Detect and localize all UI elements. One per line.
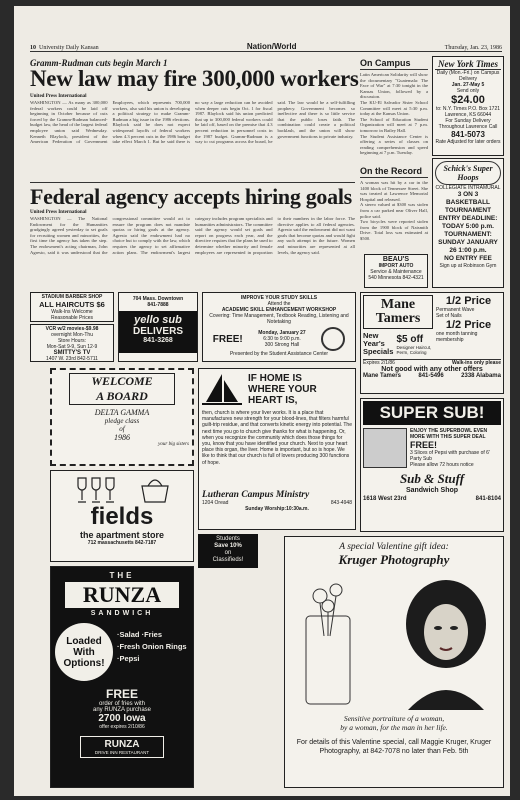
sub-stuff-logo: Sub & Stuff (399, 471, 465, 486)
welcome-title (69, 373, 175, 405)
on-campus-list (360, 72, 428, 164)
schicks-line: NO ENTRY FEE (444, 255, 492, 262)
mane-special-row (363, 332, 433, 356)
mane-offer (396, 334, 433, 355)
roses-icon (298, 576, 358, 706)
nyt-line: Daily (Mon.-Fri.) on Campus Delivery (436, 70, 500, 82)
workshop-seal-icon (321, 327, 345, 351)
schicks-line: ENTRY DEADLINE: TODAY 5:00 p.m. (438, 215, 498, 230)
vcr-line: overnight Mon-Thu (51, 332, 93, 338)
lutheran-headline-line: WHERE YOUR (248, 383, 317, 395)
stadium-line: ALL HAIRCUTS $6 (39, 300, 105, 309)
stadium-line: Reasonable Prices (51, 315, 93, 321)
mane-special: New Year's Specials (363, 331, 394, 356)
super-sub-line: Please allow 72 hours notice (410, 462, 474, 468)
beaus-ad (364, 254, 428, 288)
super-sub-line: 3 Slices of Pepsi with purchase of 6' Party Sub (410, 450, 490, 462)
mane-walkins: Walk-ins only please (452, 360, 501, 366)
super-sub-addr: 1618 West 23rd (363, 496, 407, 502)
super-sub-title: SUPER SUB! (363, 401, 501, 425)
workshop-line: IMPROVE YOUR STUDY SKILLS (240, 295, 318, 301)
story1-headline: New law may fire 300,000 workers (30, 66, 359, 91)
mane-logo: Mane Tamers (363, 295, 433, 329)
yello-line: 841-7888 (147, 302, 169, 308)
mane-tamers-ad (360, 292, 504, 394)
runza-logo (80, 736, 164, 758)
runza-name: RUNZA (65, 582, 179, 608)
runza-burst-line: Options! (63, 657, 105, 669)
story2-byline: United Press International (30, 210, 87, 215)
kruger-line: Sensitive portraiture of a woman, (343, 714, 445, 723)
runza-sandwich: SANDWICH (90, 610, 154, 617)
yello-sub-band (119, 311, 197, 353)
classifieds-line: Students (216, 536, 240, 542)
mane-right (436, 295, 501, 356)
mane-price-desc: one month tanning membership (436, 331, 478, 343)
nyt-ad (432, 56, 504, 156)
runza-option: ·Salad ·Fries (117, 630, 163, 639)
fields-logo: fields (90, 503, 154, 530)
mane-price-desc: Permanent Wave (436, 307, 475, 313)
beaus-line: 540 Minnesota 842-4321 (368, 275, 424, 281)
workshop-line: ACADEMIC SKILL ENHANCEMENT WORKSHOP (221, 307, 337, 313)
lutheran-phone: 843-4948 (330, 500, 352, 506)
vcr-headline: VCR w/2 movies-$9.98 (45, 326, 99, 332)
workshop-line: Attend the (267, 301, 291, 307)
on-record-list (360, 180, 428, 250)
classifieds-line: Save 10% (214, 543, 242, 549)
vcr-line: SMITTY'S TV (53, 350, 91, 356)
stadium-line: Walk-Ins Welcome (51, 309, 93, 315)
mane-addr: 2338 Alabama (461, 373, 501, 379)
sub-stuff-sub: Sandwich Shop (405, 487, 459, 494)
page-number-paper: 10 University Daily Kansan (30, 45, 99, 51)
classifieds-line: Classifieds! (212, 557, 244, 563)
kruger-line: A special Valentine gift idea: (339, 542, 449, 552)
story2-body: WASHINGTON — The National Endowment for the Humanities grudgingly agreed yesterday to set goals for recruiting women and minorities, the first time the agency has taken the step. The endowment's acting chairman, John Agresto, said it was understood that the congressional committee would act to ensure the program does not mandate quotas or hiring goals at the agency. Agresto said the endowment had no choice but to comply with the law, which requires the agency to set affirmative action plans. The endowment's largest category includes program specialists and humanities administrators. The committee said the agency would set goals and report on progress each year, and the directive requires that the plans be used to determine whether minority and female employees are represented in proportion to their numbers in the labor force. The directive applies to all federal agencies. Agresto said the endowment did not want goals that become quotas and would fight any such attempt in the future. Women and minorities are represented at all levels, the agency said. (30, 216, 355, 255)
super-sub-line: ENJOY THE SUPERBOWL EVEN MORE WITH THIS SUPER DEAL (410, 428, 488, 440)
mane-name: Mane Tamers (363, 373, 401, 379)
kruger-name: Kruger Photography (338, 552, 450, 567)
workshop-line: Monday, January 27 (258, 330, 306, 336)
on-campus-item: The Student Assistance Center is offering a series of classes on reading comprehension and speed beginning at 7 p.m. Tuesday. (360, 133, 428, 156)
runza-options (117, 623, 187, 681)
vcr-line: 1407 W. 23rd 842-5711 (46, 356, 98, 362)
mane-contact (363, 373, 501, 379)
lutheran-addr: 1204 Oread (202, 500, 229, 506)
runza-ad (50, 566, 194, 788)
sailboat-icon (202, 372, 242, 406)
workshop-line: Presented by the Student Assistance Center (229, 351, 329, 357)
lutheran-head (202, 372, 352, 406)
on-record-item: Two bicycles were reported stolen from the 1900 block of Naismith Drive. Total loss was estimated at $500. (360, 219, 428, 241)
runza-burst (55, 623, 113, 681)
super-sub-contact (363, 496, 501, 502)
lutheran-headline (248, 373, 317, 406)
mane-price-desc: Set of Nails (436, 313, 462, 319)
on-campus-item: The School of Education Student Organization will meet at 7 p.m. tomorrow in Bailey Hall. (360, 116, 428, 133)
divider (360, 69, 428, 70)
yello-sub-top (119, 293, 197, 311)
welcome-line: DELTA GAMMA (94, 408, 150, 417)
runza-line: order of fries with (98, 701, 146, 707)
runza-option: ·Pepsi (117, 654, 140, 663)
fields-art (54, 474, 190, 504)
stadium-barber-ad (30, 292, 114, 322)
workshop-line: 300 Strong Hall (264, 342, 300, 348)
mane-top-row (363, 295, 501, 356)
sub-sandwich-icon (363, 428, 407, 468)
beaus-name: BEAU'S (382, 256, 410, 263)
nyt-line: Send only (456, 88, 480, 94)
kruger-details: For details of this Valentine special, call Maggie Kruger, Kruger Photography, at 842-7078 no later than Feb. 5th (296, 739, 492, 755)
kruger-photo-ad (284, 536, 504, 788)
schicks-line: COLLEGIATE INTRAMURAL (435, 185, 501, 191)
mane-offer-desc: Designer Haircut, Perm, Coloring (396, 344, 432, 355)
super-sub-mid (363, 428, 501, 468)
fields-tagline: the apartment store (79, 530, 165, 540)
workshop-line: 6:30 to 9:00 p.m. (263, 336, 301, 342)
beaus-line: Service & Maintenance (370, 269, 422, 275)
workshop-row (205, 327, 353, 351)
lutheran-name: Lutheran Campus Ministry (202, 490, 310, 500)
welcome-line: A BOARD (96, 389, 148, 403)
mane-half-price: 1/2 Price (445, 295, 492, 307)
divider (360, 177, 428, 178)
mane-left (363, 295, 433, 356)
issue-date: Thursday, Jan. 23, 1986 (444, 45, 502, 51)
beaus-line: IMPORT AUTO (378, 263, 414, 269)
schicks-line: TOURNAMENT: SUNDAY JANUARY 26 1:00 p.m. (438, 231, 498, 254)
schicks-line: Sign up at Robinson Gym (439, 263, 497, 269)
lutheran-text: then, church is where your liver works. It is a place that manufactures new strength for your blood-lines, that filters harmful guilt-trip residue, and that converts kinetic energy into potential. The next time you go to church give thanks for what is happening. Or, when you recognize the community which does those things for you, know that you have identified your church. Next to your heart place this organ, the liver. Home is important, but so is hope. We like to think that our church is full of lovers producing 300 functions of hope. (202, 410, 352, 466)
mane-half-price: 1/2 Price (445, 319, 492, 331)
nyt-line: For Sunday Delivery Throughout Lawrence Call (438, 118, 498, 130)
nyt-line: to: N.Y. Times P.O. Box 1721 Lawrence, KS 66044 (435, 106, 501, 118)
mane-expires: Expires 2/1/86 (363, 360, 395, 366)
runza-logo-sub: DRIVE INN RESTAURANT (94, 750, 150, 755)
schicks-ad (432, 158, 504, 288)
basket-icon (140, 476, 170, 504)
yello-phone: 841-3268 (143, 337, 173, 344)
mane-notgood: Not good with any other offers (381, 366, 483, 373)
runza-expire: offer expires 2/10/86 (99, 724, 145, 730)
on-record-item: A stereo valued at $300 was stolen from a car parked near Oliver Hall, police said. (360, 202, 428, 219)
super-sub-offer (410, 428, 501, 468)
welcome-line: of (119, 425, 125, 433)
schicks-line: 3 ON 3 BASKETBALL TOURNAMENT (444, 191, 492, 214)
fields-ad (50, 470, 194, 562)
welcome-line: your big sisters (158, 442, 189, 447)
schicks-logo: Schick's Super Hoops (435, 161, 501, 185)
nyt-phone: 841-5073 (451, 130, 485, 139)
on-campus-item: The KU-El Salvador Sister School Committee will meet at 5:30 p.m. today at the Kansas Union. (360, 99, 428, 117)
nyt-logo: New York Times (435, 59, 501, 70)
kruger-line: by a woman, for the man in her life. (340, 723, 448, 732)
on-record-title: On the Record (360, 166, 423, 176)
smittys-vcr-ad (30, 324, 114, 362)
welcome-line: WELCOME (91, 374, 153, 388)
yello-line: 704 Mass. Downtown (132, 296, 184, 302)
classifieds-ad (198, 534, 258, 568)
story2-headline: Federal agency accepts hiring goals (30, 184, 352, 209)
nyt-line: Jan. 27-May 5 (451, 82, 485, 88)
vcr-line: Store Hours: (57, 338, 87, 344)
runza-address: 2700 Iowa (98, 713, 146, 724)
wine-glasses-icon (74, 476, 134, 504)
mane-offer-amount: $5 off (396, 333, 424, 345)
story1-byline: United Press International (30, 94, 87, 99)
runza-burst-line: With (73, 646, 95, 658)
vcr-line: Mon-Sat 9-9, Sun 12-9 (46, 344, 98, 350)
yello-sub-ad (118, 292, 198, 362)
stadium-name: STADIUM BARBER SHOP (41, 294, 103, 300)
workshop-dates (258, 330, 305, 348)
nyt-price: $24.00 (451, 94, 485, 106)
on-campus-item: Latin American Solidarity will show the documentary "Guatemala: The Face of War" at 7:30 tonight in the Kansas Union, followed by a discussion. (360, 72, 428, 100)
story1-body: WASHINGTON — As many as 300,000 federal workers could be laid off beginning in October because of cuts forced by the Gramm-Rudman balanced-budget law, the head of the largest federal employee union said Wednesday. Kenneth Blaylock, president of the American Federation of Government Employees, which represents 700,000 workers, also said his union is developing a political strategy to make Gramm-Rudman a big issue in the 1986 elections. Blaylock said he does not expect widespread layoffs of federal workers when 4.3 percent cuts in the 1986 budget take effect March 1. But he said there is no way a large reduction can be avoided when deeper cuts begin Oct. 1 for fiscal 1987. Blaylock said his union predicted that up to 300,000 federal workers could be laid off, based on the premise that 4.3 percent reduction in personnel costs in the 1987 budget. Gramm-Rudman is a way to cut programs across the board, he said. The law would be a self-fulfilling prophecy. Government becomes so ineffective and there is so little service that the public loses faith. The combination could create a political backlash, and the union will show government functions to private industry. (30, 100, 355, 145)
lutheran-ad (198, 368, 356, 530)
divider (30, 182, 355, 183)
yello-name: yello sub (134, 314, 182, 326)
runza-option: ·Fresh Onion Rings (117, 642, 187, 651)
yello-delivers: DELIVERS (132, 326, 183, 337)
nyt-line: Rate Adjusted for later orders (435, 139, 501, 145)
fields-address: 712 massachusetts 842-7187 (87, 540, 157, 546)
runza-free: FREE (105, 687, 138, 701)
page-header (30, 40, 502, 52)
kruger-photo (290, 572, 498, 710)
runza-burst-line: Loaded (66, 635, 102, 647)
on-record-item: A woman was hit by a car in the 1400 block of Tennessee Street. She was treated at Lawrence Memorial Hospital and released. (360, 180, 428, 202)
mane-footer (363, 359, 501, 366)
lutheran-time: Sunday Worship:10:30a.m. (245, 506, 309, 512)
classifieds-line: on (224, 550, 232, 556)
section-title: Nation/World (246, 42, 297, 51)
super-sub-free: FREE! (410, 440, 437, 450)
super-sub-phone: 841-8104 (475, 496, 501, 502)
super-sub-ad (360, 398, 504, 532)
workshop-free: FREE! (212, 333, 243, 345)
runza-line: any RUNZA purchase (92, 707, 152, 713)
workshop-line: Covering: Time Management, Textbook Reading, Listening and Notetaking (209, 313, 349, 325)
woman-portrait-icon (388, 572, 498, 710)
runza-the: THE (109, 571, 135, 580)
welcome-board-ad (50, 368, 194, 466)
runza-logo-name: RUNZA (104, 739, 140, 750)
newspaper-page (14, 6, 510, 796)
workshop-ad (202, 292, 356, 362)
lutheran-headline-line: IF HOME IS (248, 372, 302, 384)
on-campus-title: On Campus (360, 58, 411, 68)
runza-mid (55, 623, 189, 681)
mane-phone: 841-5496 (418, 373, 444, 379)
story1-kicker: Gramm-Rudman cuts begin March 1 (30, 58, 168, 68)
welcome-line: pledge class (104, 417, 140, 425)
lutheran-headline-line: HEART IS, (248, 394, 298, 406)
welcome-line: 1986 (114, 433, 130, 442)
